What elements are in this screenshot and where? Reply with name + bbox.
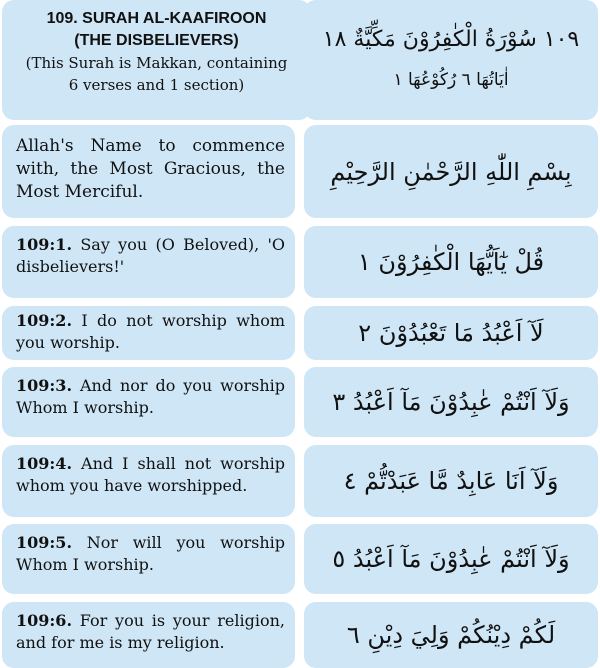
verse-row (0, 226, 600, 298)
verse-english (2, 306, 295, 360)
verse-row (0, 602, 600, 668)
bismillah-row (0, 125, 600, 218)
verse-row (0, 524, 600, 594)
bismillah-arabic (304, 125, 598, 218)
verse-ref: 109:5. (16, 533, 73, 552)
bismillah-arabic-text: بِسْمِ اللّٰهِ الرَّحْمٰنِ الرَّحِيْمِ (330, 157, 572, 186)
verse-text: Nor will you worship Whom I worship. (16, 533, 285, 574)
verse-arabic (304, 602, 598, 668)
arabic-verse-count: اٰيَاتُهَا ٦ رُكُوْعُهَا ١ (393, 70, 509, 90)
verse-arabic (304, 367, 598, 437)
verse-row (0, 445, 600, 517)
bismillah-english-text: Allah's Name to commence with, the Most Gracious, the Most Merciful. (16, 136, 285, 202)
verse-row (0, 367, 600, 437)
verse-arabic (304, 226, 598, 298)
arabic-surah-title: ١٠٩ سُوْرَةُ الْكٰفِرُوْنَ مَكِّيَّةٌ ١٨ (322, 27, 580, 52)
surah-info-arabic-panel (304, 0, 598, 120)
verse-english (2, 367, 295, 437)
verse-text: Say you (O Beloved), 'O disbelievers!' (16, 235, 285, 276)
verse-ref: 109:2. (16, 311, 73, 330)
verse-arabic-text: لَكُمْ دِيْنُكُمْ وَلِيَ دِيْنِ ٦ (346, 621, 556, 649)
verse-english (2, 602, 295, 668)
verse-arabic (304, 445, 598, 517)
verse-row (0, 306, 600, 360)
verse-text: For you is your religion, and for me is my religion. (16, 611, 285, 652)
verse-arabic-text: وَلَآ اَنْتُمْ عٰبِدُوْنَ مَآ اَعْبُدُ ٣ (332, 388, 570, 416)
verse-arabic-text: لَآ اَعْبُدُ مَا تَعْبُدُوْنَ ٢ (358, 319, 544, 347)
verse-ref: 109:3. (16, 376, 73, 395)
verse-arabic (304, 524, 598, 594)
verse-arabic-text: وَلَآ اَنْتُمْ عٰبِدُوْنَ مَآ اَعْبُدُ ٥ (332, 545, 570, 573)
verse-arabic-text: وَلَآ اَنَا عَابِدٌ مَّا عَبَدْتُّمْ ٤ (343, 467, 559, 495)
verse-english (2, 445, 295, 517)
surah-subtitle: (THE DISBELIEVERS) (74, 32, 239, 49)
verse-english (2, 226, 295, 298)
surah-note-line1: (This Surah is Makkan, containing (25, 54, 288, 72)
header-row (0, 0, 600, 120)
verse-ref: 109:4. (16, 454, 73, 473)
verse-english (2, 524, 295, 594)
verse-text: And nor do you worship Whom I worship. (16, 376, 285, 417)
verse-arabic (304, 306, 598, 360)
bismillah-english (2, 125, 295, 218)
verse-text: And I shall not worship whom you have worshipped. (16, 454, 285, 495)
surah-title: 109. SURAH AL-KAAFIROON (46, 10, 267, 27)
verse-ref: 109:1. (16, 235, 73, 254)
surah-info-panel (2, 0, 311, 120)
surah-note-line2: 6 verses and 1 section) (68, 76, 245, 94)
verse-arabic-text: قُلْ يٰٓاَيُّهَا الْكٰفِرُوْنَ ١ (357, 248, 545, 276)
verse-text: I do not worship whom you worship. (16, 311, 285, 352)
verse-ref: 109:6. (16, 611, 73, 630)
